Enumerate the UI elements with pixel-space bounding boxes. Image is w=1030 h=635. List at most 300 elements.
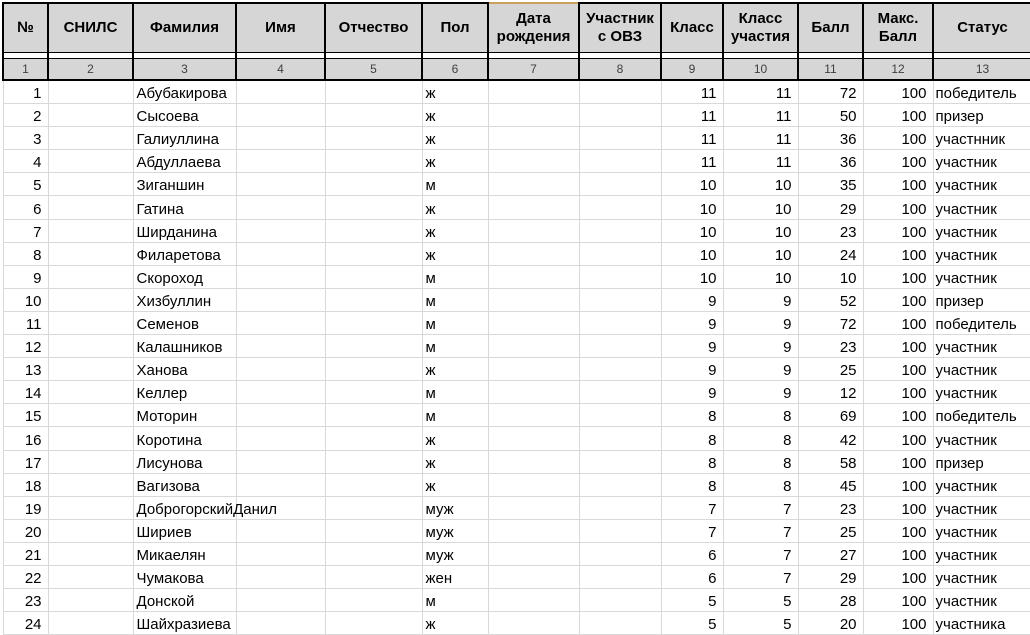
cell-grade[interactable]: 10 [661, 196, 723, 219]
cell-ovz[interactable] [579, 173, 661, 196]
cell-birth_date[interactable] [488, 288, 579, 311]
cell-grade[interactable]: 6 [661, 565, 723, 588]
cell-snils[interactable] [48, 80, 133, 104]
cell-max_score[interactable]: 100 [863, 196, 933, 219]
cell-gender[interactable]: м [422, 381, 488, 404]
cell-snils[interactable] [48, 496, 133, 519]
cell-grade[interactable]: 8 [661, 404, 723, 427]
column-index-birth_date[interactable]: 7 [488, 59, 579, 81]
cell-surname[interactable]: Донской [133, 589, 236, 612]
cell-ovz[interactable] [579, 589, 661, 612]
cell-surname[interactable]: Келлер [133, 381, 236, 404]
cell-surname[interactable]: Гатина [133, 196, 236, 219]
cell-birth_date[interactable] [488, 358, 579, 381]
cell-max_score[interactable]: 100 [863, 80, 933, 104]
cell-score[interactable]: 52 [798, 288, 863, 311]
cell-gender[interactable]: ж [422, 450, 488, 473]
cell-name[interactable] [236, 104, 325, 127]
cell-patronymic[interactable] [325, 104, 422, 127]
cell-participation_grade[interactable]: 8 [723, 404, 798, 427]
cell-snils[interactable] [48, 404, 133, 427]
cell-name[interactable] [236, 242, 325, 265]
cell-grade[interactable]: 9 [661, 288, 723, 311]
cell-max_score[interactable]: 100 [863, 496, 933, 519]
cell-birth_date[interactable] [488, 565, 579, 588]
cell-participation_grade[interactable]: 9 [723, 335, 798, 358]
cell-name[interactable] [236, 450, 325, 473]
cell-surname[interactable]: Сысоева [133, 104, 236, 127]
cell-patronymic[interactable] [325, 612, 422, 635]
cell-grade[interactable]: 5 [661, 589, 723, 612]
cell-status[interactable]: участник [933, 242, 1030, 265]
cell-status[interactable]: участник [933, 496, 1030, 519]
cell-patronymic[interactable] [325, 288, 422, 311]
cell-name[interactable] [236, 542, 325, 565]
cell-max_score[interactable]: 100 [863, 404, 933, 427]
cell-gender[interactable]: ж [422, 473, 488, 496]
column-index-score[interactable]: 11 [798, 59, 863, 81]
cell-participation_grade[interactable]: 10 [723, 219, 798, 242]
cell-participation_grade[interactable]: 7 [723, 565, 798, 588]
cell-status[interactable]: победитель [933, 404, 1030, 427]
cell-score[interactable]: 23 [798, 335, 863, 358]
cell-name[interactable] [236, 427, 325, 450]
cell-birth_date[interactable] [488, 496, 579, 519]
cell-ovz[interactable] [579, 427, 661, 450]
cell-num[interactable]: 24 [3, 612, 48, 635]
cell-score[interactable]: 10 [798, 265, 863, 288]
cell-grade[interactable]: 9 [661, 358, 723, 381]
cell-ovz[interactable] [579, 80, 661, 104]
cell-max_score[interactable]: 100 [863, 612, 933, 635]
cell-snils[interactable] [48, 381, 133, 404]
cell-grade[interactable]: 10 [661, 242, 723, 265]
cell-max_score[interactable]: 100 [863, 381, 933, 404]
cell-status[interactable]: участник [933, 173, 1030, 196]
cell-status[interactable]: участник [933, 473, 1030, 496]
cell-score[interactable]: 35 [798, 173, 863, 196]
cell-num[interactable]: 18 [3, 473, 48, 496]
cell-name[interactable] [236, 288, 325, 311]
column-index-num[interactable]: 1 [3, 59, 48, 81]
cell-participation_grade[interactable]: 5 [723, 612, 798, 635]
column-header-max_score[interactable]: Макс. Балл [863, 3, 933, 53]
cell-participation_grade[interactable]: 10 [723, 265, 798, 288]
cell-num[interactable]: 7 [3, 219, 48, 242]
cell-surname[interactable]: Чумакова [133, 565, 236, 588]
cell-score[interactable]: 45 [798, 473, 863, 496]
cell-num[interactable]: 8 [3, 242, 48, 265]
cell-score[interactable]: 28 [798, 589, 863, 612]
cell-participation_grade[interactable]: 8 [723, 427, 798, 450]
cell-max_score[interactable]: 100 [863, 265, 933, 288]
cell-grade[interactable]: 9 [661, 381, 723, 404]
cell-participation_grade[interactable]: 10 [723, 173, 798, 196]
cell-score[interactable]: 25 [798, 358, 863, 381]
cell-max_score[interactable]: 100 [863, 358, 933, 381]
cell-gender[interactable]: ж [422, 612, 488, 635]
cell-gender[interactable]: ж [422, 104, 488, 127]
cell-ovz[interactable] [579, 288, 661, 311]
cell-ovz[interactable] [579, 104, 661, 127]
cell-grade[interactable]: 6 [661, 542, 723, 565]
cell-surname[interactable]: Ширданина [133, 219, 236, 242]
cell-birth_date[interactable] [488, 473, 579, 496]
cell-name[interactable] [236, 127, 325, 150]
cell-max_score[interactable]: 100 [863, 473, 933, 496]
cell-num[interactable]: 21 [3, 542, 48, 565]
cell-max_score[interactable]: 100 [863, 219, 933, 242]
cell-surname[interactable]: ДоброгорскийДанил [133, 496, 236, 519]
cell-patronymic[interactable] [325, 311, 422, 334]
cell-ovz[interactable] [579, 542, 661, 565]
cell-max_score[interactable]: 100 [863, 565, 933, 588]
cell-status[interactable]: участник [933, 150, 1030, 173]
cell-participation_grade[interactable]: 10 [723, 196, 798, 219]
cell-score[interactable]: 29 [798, 196, 863, 219]
cell-snils[interactable] [48, 358, 133, 381]
cell-snils[interactable] [48, 265, 133, 288]
cell-patronymic[interactable] [325, 150, 422, 173]
cell-patronymic[interactable] [325, 80, 422, 104]
cell-max_score[interactable]: 100 [863, 150, 933, 173]
cell-birth_date[interactable] [488, 104, 579, 127]
cell-status[interactable]: победитель [933, 80, 1030, 104]
column-header-score[interactable]: Балл [798, 3, 863, 53]
cell-birth_date[interactable] [488, 335, 579, 358]
cell-max_score[interactable]: 100 [863, 335, 933, 358]
cell-gender[interactable]: м [422, 173, 488, 196]
cell-surname[interactable]: Хизбуллин [133, 288, 236, 311]
cell-max_score[interactable]: 100 [863, 104, 933, 127]
column-index-patronymic[interactable]: 5 [325, 59, 422, 81]
cell-patronymic[interactable] [325, 542, 422, 565]
cell-participation_grade[interactable]: 11 [723, 80, 798, 104]
cell-status[interactable]: участник [933, 427, 1030, 450]
cell-gender[interactable]: ж [422, 127, 488, 150]
cell-patronymic[interactable] [325, 404, 422, 427]
cell-score[interactable]: 36 [798, 150, 863, 173]
column-index-max_score[interactable]: 12 [863, 59, 933, 81]
cell-num[interactable]: 2 [3, 104, 48, 127]
cell-gender[interactable]: ж [422, 358, 488, 381]
cell-grade[interactable]: 8 [661, 473, 723, 496]
cell-max_score[interactable]: 100 [863, 450, 933, 473]
cell-patronymic[interactable] [325, 450, 422, 473]
cell-snils[interactable] [48, 519, 133, 542]
cell-status[interactable]: участник [933, 542, 1030, 565]
cell-surname[interactable]: Галиуллина [133, 127, 236, 150]
cell-participation_grade[interactable]: 7 [723, 519, 798, 542]
cell-num[interactable]: 6 [3, 196, 48, 219]
cell-num[interactable]: 20 [3, 519, 48, 542]
cell-ovz[interactable] [579, 381, 661, 404]
cell-gender[interactable]: м [422, 404, 488, 427]
cell-grade[interactable]: 5 [661, 612, 723, 635]
column-index-participation_grade[interactable]: 10 [723, 59, 798, 81]
cell-name[interactable] [236, 589, 325, 612]
cell-ovz[interactable] [579, 150, 661, 173]
cell-num[interactable]: 11 [3, 311, 48, 334]
cell-status[interactable]: участника [933, 612, 1030, 635]
cell-max_score[interactable]: 100 [863, 242, 933, 265]
cell-max_score[interactable]: 100 [863, 288, 933, 311]
cell-score[interactable]: 72 [798, 311, 863, 334]
cell-num[interactable]: 10 [3, 288, 48, 311]
cell-status[interactable]: участник [933, 565, 1030, 588]
cell-status[interactable]: участнник [933, 127, 1030, 150]
cell-grade[interactable]: 10 [661, 173, 723, 196]
cell-name[interactable] [236, 335, 325, 358]
cell-score[interactable]: 50 [798, 104, 863, 127]
cell-grade[interactable]: 11 [661, 104, 723, 127]
cell-num[interactable]: 5 [3, 173, 48, 196]
cell-score[interactable]: 36 [798, 127, 863, 150]
cell-status[interactable]: участник [933, 219, 1030, 242]
cell-gender[interactable]: м [422, 335, 488, 358]
cell-patronymic[interactable] [325, 565, 422, 588]
cell-name[interactable] [236, 311, 325, 334]
cell-name[interactable] [236, 219, 325, 242]
cell-participation_grade[interactable]: 8 [723, 450, 798, 473]
cell-participation_grade[interactable]: 9 [723, 288, 798, 311]
cell-snils[interactable] [48, 127, 133, 150]
cell-grade[interactable]: 11 [661, 127, 723, 150]
cell-score[interactable]: 29 [798, 565, 863, 588]
cell-num[interactable]: 23 [3, 589, 48, 612]
cell-num[interactable]: 16 [3, 427, 48, 450]
cell-surname[interactable]: Вагизова [133, 473, 236, 496]
cell-ovz[interactable] [579, 565, 661, 588]
column-index-name[interactable]: 4 [236, 59, 325, 81]
cell-gender[interactable]: муж [422, 519, 488, 542]
column-header-name[interactable]: Имя [236, 3, 325, 53]
cell-status[interactable]: участник [933, 265, 1030, 288]
cell-num[interactable]: 4 [3, 150, 48, 173]
cell-snils[interactable] [48, 104, 133, 127]
cell-ovz[interactable] [579, 404, 661, 427]
cell-surname[interactable]: Шириев [133, 519, 236, 542]
cell-name[interactable] [236, 565, 325, 588]
cell-patronymic[interactable] [325, 219, 422, 242]
cell-surname[interactable]: Моторин [133, 404, 236, 427]
cell-name[interactable] [236, 612, 325, 635]
column-index-gender[interactable]: 6 [422, 59, 488, 81]
cell-birth_date[interactable] [488, 427, 579, 450]
cell-snils[interactable] [48, 565, 133, 588]
cell-snils[interactable] [48, 242, 133, 265]
cell-gender[interactable]: муж [422, 542, 488, 565]
cell-birth_date[interactable] [488, 127, 579, 150]
cell-ovz[interactable] [579, 242, 661, 265]
cell-birth_date[interactable] [488, 589, 579, 612]
cell-name[interactable] [236, 80, 325, 104]
cell-grade[interactable]: 9 [661, 311, 723, 334]
cell-gender[interactable]: м [422, 311, 488, 334]
cell-status[interactable]: победитель [933, 311, 1030, 334]
cell-gender[interactable]: м [422, 265, 488, 288]
cell-snils[interactable] [48, 311, 133, 334]
column-header-surname[interactable]: Фамилия [133, 3, 236, 53]
cell-num[interactable]: 14 [3, 381, 48, 404]
cell-birth_date[interactable] [488, 311, 579, 334]
cell-max_score[interactable]: 100 [863, 427, 933, 450]
cell-ovz[interactable] [579, 612, 661, 635]
column-header-status[interactable]: Статус [933, 3, 1030, 53]
cell-surname[interactable]: Филаретова [133, 242, 236, 265]
cell-status[interactable]: призер [933, 288, 1030, 311]
cell-grade[interactable]: 11 [661, 150, 723, 173]
cell-participation_grade[interactable]: 9 [723, 381, 798, 404]
cell-ovz[interactable] [579, 265, 661, 288]
cell-status[interactable]: участник [933, 196, 1030, 219]
cell-surname[interactable]: Лисунова [133, 450, 236, 473]
column-index-snils[interactable]: 2 [48, 59, 133, 81]
cell-patronymic[interactable] [325, 496, 422, 519]
cell-participation_grade[interactable]: 11 [723, 104, 798, 127]
cell-ovz[interactable] [579, 311, 661, 334]
column-header-gender[interactable]: Пол [422, 3, 488, 53]
cell-surname[interactable]: Скороход [133, 265, 236, 288]
column-header-grade[interactable]: Класс [661, 3, 723, 53]
column-index-ovz[interactable]: 8 [579, 59, 661, 81]
cell-participation_grade[interactable]: 11 [723, 150, 798, 173]
cell-score[interactable]: 42 [798, 427, 863, 450]
cell-gender[interactable]: жен [422, 565, 488, 588]
cell-num[interactable]: 22 [3, 565, 48, 588]
cell-score[interactable]: 20 [798, 612, 863, 635]
cell-name[interactable] [236, 173, 325, 196]
cell-score[interactable]: 25 [798, 519, 863, 542]
column-index-surname[interactable]: 3 [133, 59, 236, 81]
cell-max_score[interactable]: 100 [863, 589, 933, 612]
cell-patronymic[interactable] [325, 196, 422, 219]
cell-name[interactable] [236, 381, 325, 404]
cell-snils[interactable] [48, 450, 133, 473]
cell-ovz[interactable] [579, 196, 661, 219]
cell-snils[interactable] [48, 219, 133, 242]
column-index-status[interactable]: 13 [933, 59, 1030, 81]
cell-name[interactable] [236, 196, 325, 219]
cell-num[interactable]: 13 [3, 358, 48, 381]
cell-participation_grade[interactable]: 9 [723, 311, 798, 334]
cell-snils[interactable] [48, 173, 133, 196]
cell-gender[interactable]: ж [422, 196, 488, 219]
cell-max_score[interactable]: 100 [863, 519, 933, 542]
cell-ovz[interactable] [579, 519, 661, 542]
cell-grade[interactable]: 8 [661, 427, 723, 450]
cell-birth_date[interactable] [488, 612, 579, 635]
cell-participation_grade[interactable]: 9 [723, 358, 798, 381]
cell-patronymic[interactable] [325, 381, 422, 404]
cell-surname[interactable]: Абдуллаева [133, 150, 236, 173]
cell-ovz[interactable] [579, 496, 661, 519]
cell-score[interactable]: 72 [798, 80, 863, 104]
cell-snils[interactable] [48, 589, 133, 612]
cell-surname[interactable]: Зиганшин [133, 173, 236, 196]
column-header-participation_grade[interactable]: Класс участия [723, 3, 798, 53]
cell-max_score[interactable]: 100 [863, 311, 933, 334]
cell-gender[interactable]: ж [422, 427, 488, 450]
cell-status[interactable]: участник [933, 358, 1030, 381]
cell-patronymic[interactable] [325, 335, 422, 358]
cell-birth_date[interactable] [488, 150, 579, 173]
cell-snils[interactable] [48, 612, 133, 635]
cell-surname[interactable]: Семенов [133, 311, 236, 334]
cell-status[interactable]: участник [933, 519, 1030, 542]
cell-participation_grade[interactable]: 10 [723, 242, 798, 265]
cell-num[interactable]: 15 [3, 404, 48, 427]
cell-snils[interactable] [48, 196, 133, 219]
cell-surname[interactable]: Калашников [133, 335, 236, 358]
cell-num[interactable]: 12 [3, 335, 48, 358]
cell-num[interactable]: 19 [3, 496, 48, 519]
cell-status[interactable]: участник [933, 589, 1030, 612]
cell-participation_grade[interactable]: 7 [723, 496, 798, 519]
cell-birth_date[interactable] [488, 381, 579, 404]
cell-name[interactable] [236, 473, 325, 496]
cell-birth_date[interactable] [488, 450, 579, 473]
cell-ovz[interactable] [579, 358, 661, 381]
cell-grade[interactable]: 8 [661, 450, 723, 473]
cell-gender[interactable]: ж [422, 242, 488, 265]
cell-status[interactable]: участник [933, 381, 1030, 404]
cell-birth_date[interactable] [488, 80, 579, 104]
cell-birth_date[interactable] [488, 265, 579, 288]
cell-patronymic[interactable] [325, 358, 422, 381]
cell-status[interactable]: участник [933, 335, 1030, 358]
cell-snils[interactable] [48, 473, 133, 496]
column-header-ovz[interactable]: Участник с ОВЗ [579, 3, 661, 53]
cell-snils[interactable] [48, 335, 133, 358]
cell-snils[interactable] [48, 288, 133, 311]
cell-ovz[interactable] [579, 219, 661, 242]
cell-participation_grade[interactable]: 5 [723, 589, 798, 612]
cell-max_score[interactable]: 100 [863, 127, 933, 150]
cell-birth_date[interactable] [488, 173, 579, 196]
cell-surname[interactable]: Шайхразиева [133, 612, 236, 635]
cell-ovz[interactable] [579, 127, 661, 150]
cell-gender[interactable]: м [422, 288, 488, 311]
cell-gender[interactable]: ж [422, 150, 488, 173]
cell-patronymic[interactable] [325, 265, 422, 288]
cell-num[interactable]: 3 [3, 127, 48, 150]
cell-name[interactable] [236, 404, 325, 427]
cell-patronymic[interactable] [325, 242, 422, 265]
cell-snils[interactable] [48, 542, 133, 565]
column-index-grade[interactable]: 9 [661, 59, 723, 81]
cell-score[interactable]: 58 [798, 450, 863, 473]
cell-birth_date[interactable] [488, 242, 579, 265]
cell-name[interactable] [236, 150, 325, 173]
cell-patronymic[interactable] [325, 127, 422, 150]
cell-num[interactable]: 9 [3, 265, 48, 288]
cell-birth_date[interactable] [488, 519, 579, 542]
cell-grade[interactable]: 7 [661, 519, 723, 542]
cell-grade[interactable]: 7 [661, 496, 723, 519]
cell-score[interactable]: 24 [798, 242, 863, 265]
cell-num[interactable]: 1 [3, 80, 48, 104]
cell-score[interactable]: 23 [798, 496, 863, 519]
cell-participation_grade[interactable]: 8 [723, 473, 798, 496]
cell-patronymic[interactable] [325, 519, 422, 542]
cell-birth_date[interactable] [488, 404, 579, 427]
cell-name[interactable] [236, 519, 325, 542]
cell-grade[interactable]: 11 [661, 80, 723, 104]
cell-surname[interactable]: Абубакирова [133, 80, 236, 104]
cell-num[interactable]: 17 [3, 450, 48, 473]
cell-snils[interactable] [48, 150, 133, 173]
